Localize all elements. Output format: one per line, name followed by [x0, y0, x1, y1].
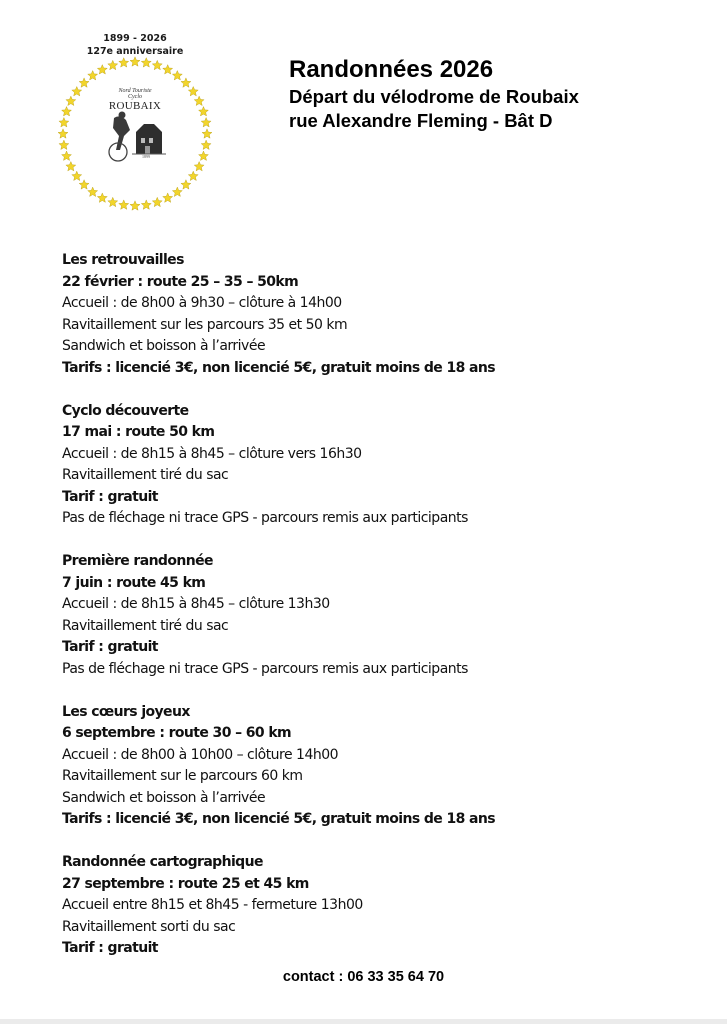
star-icon [66, 96, 76, 105]
star-icon [199, 107, 209, 116]
star-icon [141, 58, 151, 67]
star-icon [119, 58, 129, 67]
star-icon [188, 86, 198, 95]
star-icon [163, 65, 173, 74]
event-title: Les retrouvailles [62, 252, 184, 268]
star-icon [163, 193, 173, 202]
event-block [62, 551, 682, 680]
star-icon [88, 71, 98, 80]
emblem-date: 1899 [142, 154, 150, 159]
emblem-text-3: ROUBAIX [108, 100, 162, 112]
star-icon [130, 57, 140, 66]
logo-anniversary: 127e anniversaire [86, 46, 184, 57]
event-detail: Accueil : de 8h00 à 9h30 – clôture à 14h00 [62, 295, 342, 311]
star-icon [141, 200, 151, 209]
star-icon [72, 171, 82, 180]
star-icon [97, 193, 107, 202]
events-list [62, 250, 682, 981]
star-icon [88, 187, 98, 196]
event-detail: Tarif : gratuit [62, 488, 158, 505]
event-date-route: 22 février : route 25 – 35 – 50km [62, 273, 299, 290]
event-title: Cyclo découverte [62, 402, 189, 419]
event-date-route: 17 mai : route 50 km [62, 424, 215, 440]
event-detail: Pas de fléchage ni trace GPS - parcours remis aux participants [62, 660, 468, 677]
star-icon [119, 200, 129, 209]
star-icon [79, 180, 89, 189]
logo-years: 1899 - 2026 [103, 33, 167, 44]
star-icon [152, 60, 162, 69]
departure-location: Départ du vélodrome de Roubaix [289, 86, 579, 107]
star-icon [152, 197, 162, 206]
star-icon [201, 118, 211, 127]
star-icon [66, 161, 76, 170]
event-detail: Tarif : gratuit [62, 639, 158, 655]
event-title: Les cœurs joyeux [62, 703, 190, 720]
emblem-text-1: Nord Touriste [118, 88, 152, 94]
event-detail: Ravitaillement sur le parcours 60 km [62, 768, 303, 784]
event-date-route: 27 septembre : route 25 et 45 km [62, 875, 309, 892]
event-detail: Tarifs : licencié 3€, non licencié 5€, gratuit moins de 18 ans [62, 811, 495, 827]
club-logo [50, 30, 220, 214]
event-detail: Accueil : de 8h00 à 10h00 – clôture 14h00 [62, 746, 339, 763]
departure-address: rue Alexandre Fleming - Bât D [289, 110, 553, 131]
event-detail: Sandwich et boisson à l’arrivée [62, 338, 266, 354]
event-detail: Accueil : de 8h15 à 8h45 – clôture 13h30 [62, 596, 330, 612]
contact-phone: contact : 06 33 35 64 70 [282, 969, 445, 985]
event-date-route: 7 juin : route 45 km [62, 574, 206, 591]
star-icon [58, 129, 68, 138]
event-detail: Ravitaillement sur les parcours 35 et 50 km [62, 316, 348, 333]
star-icon [72, 86, 82, 95]
star-icon [59, 118, 69, 127]
star-icon [130, 201, 140, 210]
event-detail: Ravitaillement sorti du sac [62, 918, 236, 935]
page-title: Randonnées 2026 [289, 56, 494, 83]
event-detail: Accueil : de 8h15 à 8h45 – clôture vers 16h30 [62, 445, 362, 462]
star-icon [59, 140, 69, 149]
star-icon [62, 151, 72, 160]
star-icon [172, 187, 182, 196]
emblem-text-2: Cyclo [128, 94, 142, 100]
event-detail: Pas de fléchage ni trace GPS - parcours remis aux participants [62, 510, 468, 526]
star-icon [97, 65, 107, 74]
star-icon [79, 78, 89, 87]
event-title: Première randonnée [62, 553, 213, 569]
event-block [62, 852, 682, 960]
star-icon [181, 180, 191, 189]
event-detail: Tarifs : licencié 3€, non licencié 5€, gratuit moins de 18 ans [62, 359, 495, 376]
event-detail: Tarif : gratuit [62, 940, 158, 956]
star-icon [202, 129, 212, 138]
event-block [62, 401, 682, 530]
star-icon [201, 140, 211, 149]
event-block [62, 250, 682, 379]
star-icon [199, 151, 209, 160]
star-icon [172, 71, 182, 80]
star-icon [194, 161, 204, 170]
star-icon [62, 107, 72, 116]
page-header [289, 55, 579, 133]
event-title: Randonnée cartographique [62, 854, 263, 870]
event-block [62, 702, 682, 831]
club-emblem [102, 88, 168, 168]
event-detail: Sandwich et boisson à l’arrivée [62, 789, 266, 806]
star-icon [181, 78, 191, 87]
event-date-route: 6 septembre : route 30 – 60 km [62, 725, 292, 741]
star-icon [108, 197, 118, 206]
event-detail: Accueil entre 8h15 et 8h45 - fermeture 13h00 [62, 897, 363, 913]
star-icon [194, 96, 204, 105]
star-icon [188, 171, 198, 180]
event-detail: Ravitaillement tiré du sac [62, 467, 229, 483]
star-icon [108, 60, 118, 69]
event-detail: Ravitaillement tiré du sac [62, 617, 229, 634]
